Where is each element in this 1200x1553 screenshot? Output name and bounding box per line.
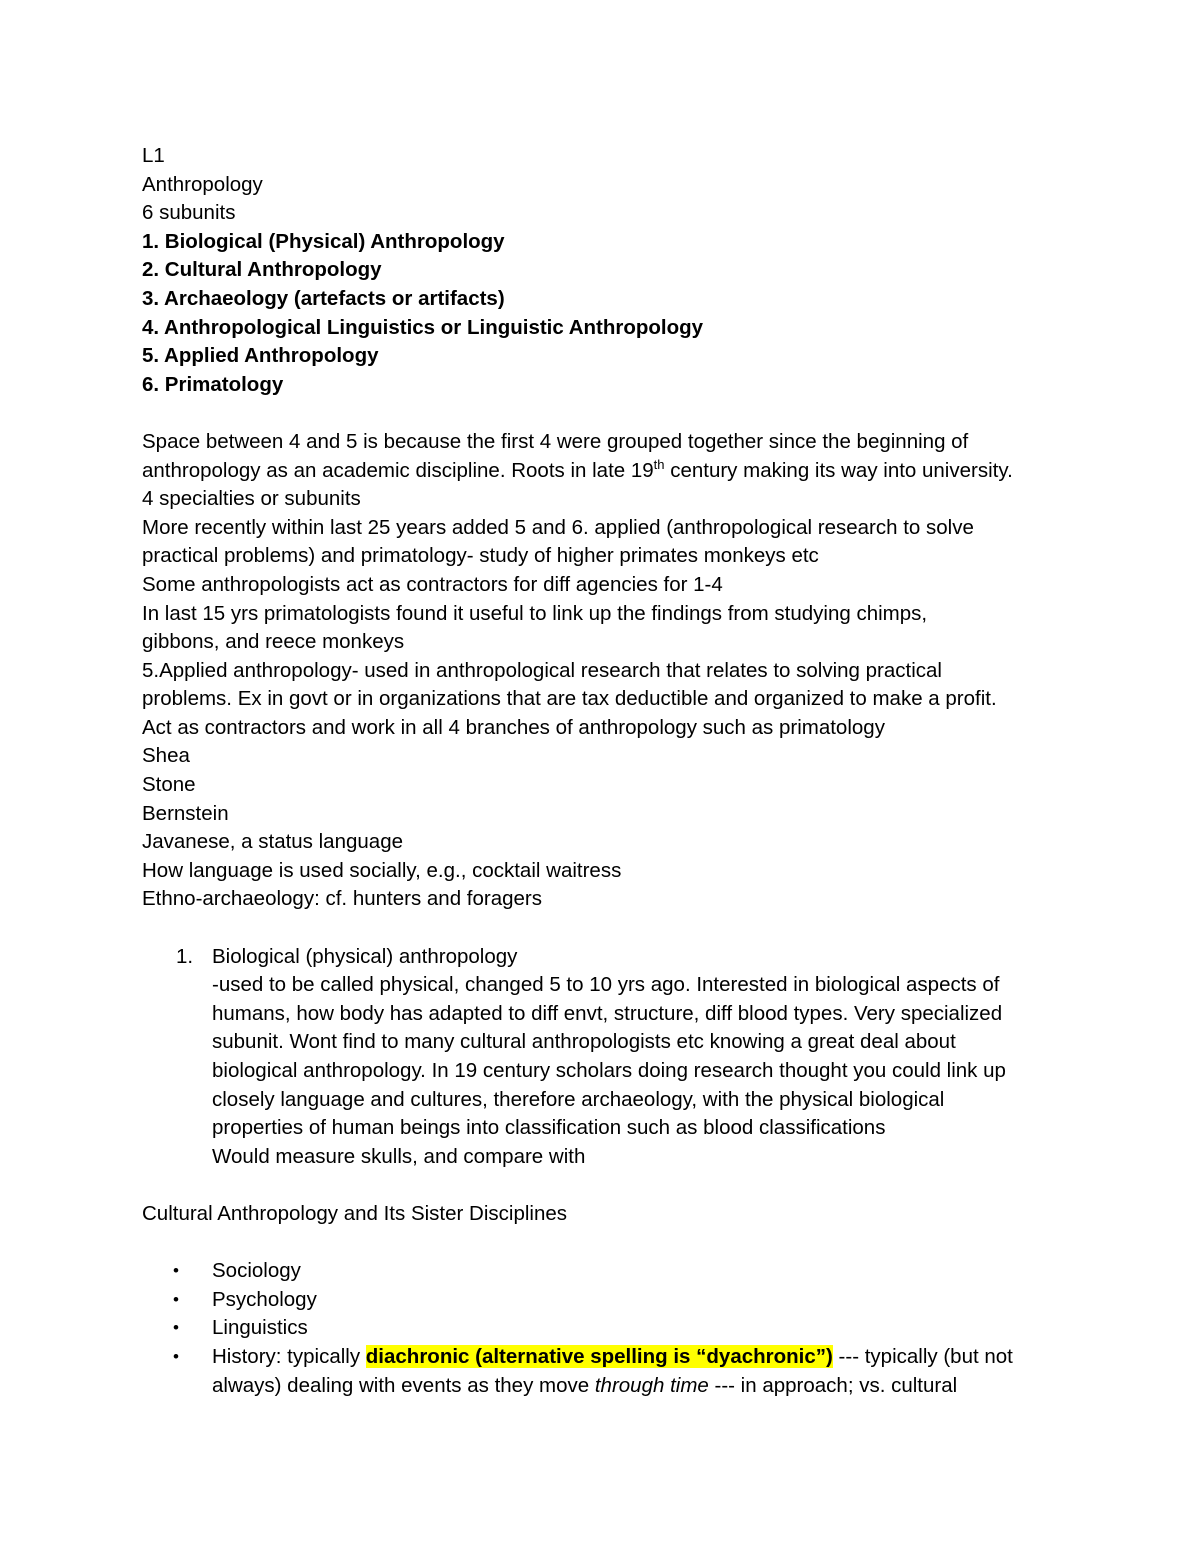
notes-paragraph [142, 428, 1102, 914]
roots-line [142, 457, 1102, 486]
bullet-text: Psychology [212, 1287, 317, 1311]
bullet-icon: • [173, 1318, 179, 1338]
numbered-item-title-text: Biological (physical) anthropology [212, 944, 518, 968]
note-line: practical problems) and primatology- study of higher primates monkeys etc [142, 544, 819, 568]
subunit-item: 2. Cultural Anthropology [142, 258, 382, 282]
bullet-item [142, 1314, 1102, 1343]
subunit-item: 1. Biological (Physical) Anthropology [142, 229, 505, 253]
history-line2: always) dealing with events as they move [212, 1373, 595, 1397]
note-line: 5.Applied anthropology- used in anthropological research that relates to solving practical [142, 658, 942, 682]
italic-phrase: through time [594, 1373, 709, 1397]
numbered-item-title [142, 943, 1102, 972]
numbered-item-line: humans, how body has adapted to diff envt, structure, diff blood types. Very specialized [212, 1001, 1003, 1025]
note-line: How language is used socially, e.g., cocktail waitress [142, 858, 622, 882]
history-text-end: --- typically (but not [832, 1344, 1013, 1368]
subunit-item: 6. Primatology [142, 372, 284, 396]
spacer [142, 1171, 1102, 1200]
note-line: In last 15 yrs primatologists found it useful to link up the findings from studying chimps, [142, 601, 928, 625]
note-line: Act as contractors and work in all 4 branches of anthropology such as primatology [142, 715, 885, 739]
subunits-label: 6 subunits [142, 201, 236, 225]
numbered-item-line: properties of human beings into classification such as blood classifications [212, 1116, 886, 1140]
note-line: Javanese, a status language [142, 830, 403, 854]
bullet-icon: • [173, 1289, 179, 1309]
numbered-item-line: biological anthropology. In 19 century scholars doing research thought you could link up [212, 1059, 1006, 1082]
bullet-item-history [142, 1343, 1102, 1372]
note-line: 4 specialties or subunits [142, 487, 361, 511]
section-heading: Cultural Anthropology and Its Sister Disciplines [142, 1201, 568, 1225]
bullet-item-history-cont [142, 1372, 1102, 1401]
bullet-item [142, 1286, 1102, 1315]
doc-subject: Anthropology [142, 172, 263, 196]
note-line: Bernstein [142, 801, 229, 825]
subunits-list [142, 228, 1102, 400]
bullet-icon: • [173, 1346, 179, 1366]
numbered-item-line: Would measure skulls, and compare with [212, 1144, 586, 1168]
bullet-icon: • [173, 1261, 179, 1281]
subunit-item: 3. Archaeology (artefacts or artifacts) [142, 286, 505, 310]
numbered-item-line: -used to be called physical, changed 5 to 10 yrs ago. Interested in biological aspects of [212, 973, 1000, 997]
bullet-item [142, 1257, 1102, 1286]
note-line: Space between 4 and 5 is because the first 4 were grouped together since the beginning of [142, 429, 969, 453]
bullet-text: Linguistics [212, 1316, 308, 1340]
spacer [142, 914, 1102, 943]
highlighted-term: diachronic (alternative spelling is “dyachronic”) [365, 1344, 833, 1368]
note-line: gibbons, and reece monkeys [142, 630, 405, 654]
roots-text-end: century making its way into university. [664, 458, 1013, 482]
bullet-list [142, 1257, 1102, 1400]
history-line2-end: --- in approach; vs. cultural [708, 1373, 958, 1397]
list-number: 1. [176, 944, 194, 968]
numbered-item [142, 943, 1102, 1172]
note-line: Ethno-archaeology: cf. hunters and foragers [142, 887, 542, 911]
subunit-item: 4. Anthropological Linguistics or Linguistic Anthropology [142, 315, 704, 339]
spacer [142, 399, 1102, 428]
spacer [142, 1229, 1102, 1258]
note-line: problems. Ex in govt or in organizations that are tax deductible and organized to make a profit. [142, 687, 997, 711]
ordinal-suffix: th [653, 456, 665, 472]
subunit-item: 5. Applied Anthropology [142, 344, 379, 368]
history-text: History: typically [212, 1344, 366, 1368]
note-line: Shea [142, 744, 190, 768]
bullet-text: Sociology [212, 1259, 301, 1283]
document-body [142, 142, 1102, 1400]
roots-text: anthropology as an academic discipline. Roots in late 19 [142, 458, 654, 482]
note-line: Stone [142, 773, 196, 797]
note-line: Some anthropologists act as contractors for diff agencies for 1-4 [142, 572, 723, 596]
doc-header: L1 [142, 144, 165, 167]
numbered-item-line: closely language and cultures, therefore archaeology, with the physical biological [212, 1087, 945, 1111]
note-line: More recently within last 25 years added 5 and 6. applied (anthropological research to solve [142, 515, 974, 539]
numbered-item-line: subunit. Wont find to many cultural anthropologists etc knowing a great deal about [212, 1030, 956, 1054]
